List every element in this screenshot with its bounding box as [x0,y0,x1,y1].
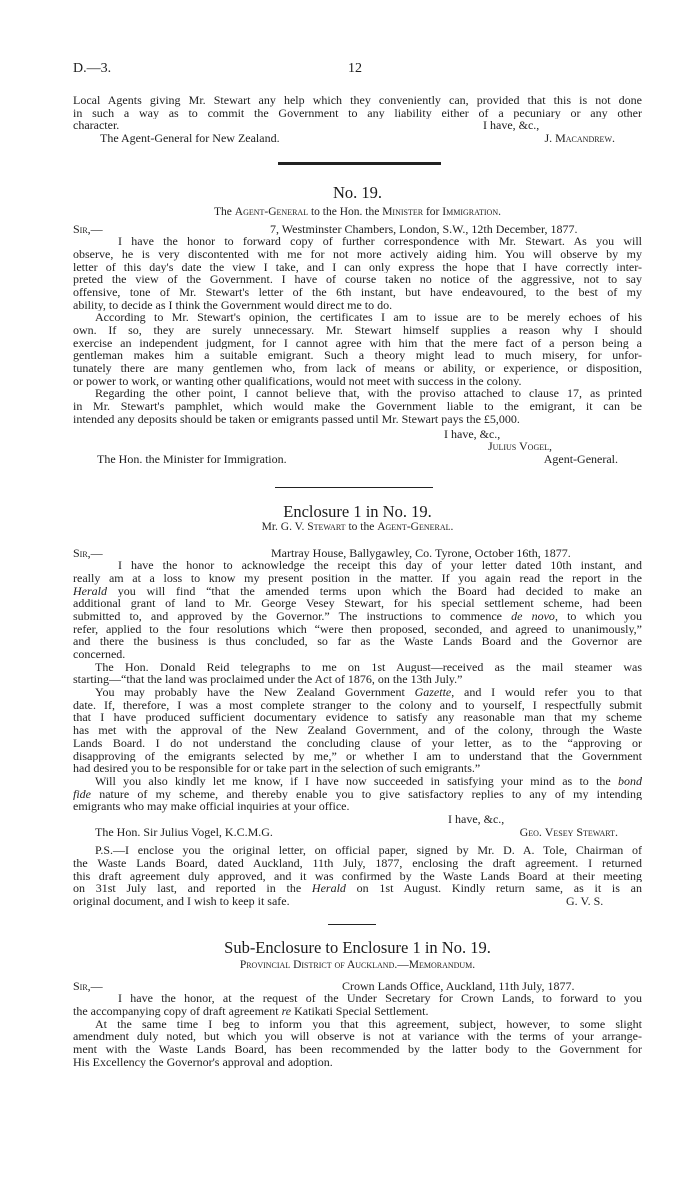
text-line: refer, applied to the four resolutions which “were then proposed, seconded, and agreed to unanimously,” [73,622,642,636]
text-line: I have the honor to forward copy of further correspondence with Mr. Stewart. As you will [118,235,642,248]
salutation-row [73,980,642,993]
addressee-row [73,453,642,466]
text-segment: you will find “that the amended terms upon which the Board had decided to make an [107,584,642,598]
text-segment: nature of my scheme, and thereby enable you to give satisfactory replies to any of my intending [91,787,642,801]
enclosure-body [73,547,642,908]
text-line: preted the view of the Government. I have of course taken no notice of the aggressive, not to say [73,273,642,286]
addressee: The Hon. Sir Julius Vogel, K.C.M.G. [95,824,273,839]
signature: Geo. Vesey Stewart. [519,824,618,839]
italic-text: Herald [311,882,346,896]
signature: Julius Vogel, [488,439,553,454]
closing-row [73,813,642,826]
text-line: Lands Board. I do not understand the concluding clause of your letter, as to the “approving or [73,736,642,750]
salutation: Sir,— [73,221,103,236]
text-line: I have the honor to acknowledge the receipt this day of your letter dated 10th instant, and [118,559,642,572]
signature-title: Agent-General. [543,451,618,466]
letter-heading: No. 19. [332,183,383,202]
text-segment: on 1st August. Kindly return same, as it is an [345,882,642,896]
text-line: in such a way as to commit the Government to any liability either of a pecuniary or any other [73,106,642,120]
address-date: Martray House, Ballygawley, Co. Tyrone, October 16th, 1877. [271,545,571,560]
letter-subtitle [73,206,642,219]
address-date: Crown Lands Office, Auckland, 11th July, 1877. [342,978,575,993]
enclosure-subtitle [73,521,642,534]
addressee: The Agent-General for New Zealand. [100,131,280,146]
postscript-last-row [73,895,642,908]
text-line: intended any deposits should be taken or emigrants passed until Mr. Stewart pays the £5,000. [73,412,520,426]
italic-text: Herald [73,584,107,598]
text-line [73,585,642,598]
sub-enclosure-body [73,980,642,1069]
text-line: or power to work, or wanting other qualifications, would not meet with success in the colony. [73,374,522,388]
subtitle-part: Mr. G. V. [261,520,308,533]
text-line: According to Mr. Stewart's opinion, the certificates I am to issue are to be merely echoes of his [95,311,642,324]
section-divider [275,487,433,488]
text-line [73,775,642,788]
text-segment: Katikati Special Settlement. [291,1004,429,1018]
text-line: date. If, therefore, I was a most complete stranger to the colony and to yourself, I respectfully submit [73,698,642,712]
postscript-line: the Waste Lands Board, dated Auckland, 11th July, 1877, enclosing the draft agreement. I returned [73,857,642,870]
text-line: character. [73,118,120,133]
italic-text: fide [73,787,91,801]
section-divider [278,162,441,165]
text-line: offensive, tone of Mr. Stewart's letter of the 6th instant, but have endeavoured, to the best of my [73,285,642,299]
text-line: emigrants who may make official inquiries at your office. [73,800,350,813]
text-segment: submitted to, and approved by the Governor.” The instructions to commence [73,609,512,623]
text-line: Regarding the other point, I cannot believe that, with the proviso attached to clause 17, as printed [95,387,642,401]
text-line [73,788,642,801]
signature: J. Macandrew. [544,131,615,146]
subtitle-part: Stewart [307,520,346,533]
text-line [73,686,642,699]
italic-text: re [281,1004,292,1018]
subtitle-part: The [214,205,235,218]
subtitle-part: Minister [382,205,424,218]
text-line: letter of this day's date the view I take, and I can only express the hope that I have correctly inter- [73,260,642,274]
text-line: has met with the approval of the New Zealand Government, and of the colony, through the Waste [73,724,642,737]
postscript-line: this draft agreement duly approved, and it was confirmed by the Waste Lands Board at their meeting [73,869,642,883]
text-line: The Hon. Donald Reid telegraphs to me on 1st August—received as the mail steamer was [95,660,642,674]
postscript-line: P.S.—I enclose you the original letter, on official paper, signed by Mr. D. A. Tole, Chairman of [95,844,642,857]
text-line: concerned. [73,648,126,661]
text-segment: the accompanying copy of draft agreement [73,1004,282,1018]
section-divider [328,924,376,926]
text-line: starting—“that the land was proclaimed under the Act of 1876, on the 13th July.” [73,673,463,687]
text-line: ment with the Waste Lands Board, has been recommended by the latter body to the Government for [73,1042,642,1056]
text-line: At the same time I beg to inform you that this agreement, subject, however, to some slight [95,1017,642,1031]
signature-row [73,826,642,839]
text-line [73,1005,642,1018]
text-segment: on 31st July last, and reported in the [73,882,312,896]
text-line: His Excellency the Governor's approval and adoption. [73,1055,333,1069]
text-line: amendment duly noted, but which you will observe is not at variance with the terms of your arrange- [73,1030,642,1043]
closing: I have, &c., [448,811,505,826]
subtitle-part: to the [345,520,378,533]
text-line: exercise an independent judgment, for I cannot agree with him that the mere fact of a person being a [73,336,642,350]
page-number: 12 [348,61,362,76]
salutation: Sir,— [73,545,103,560]
text-line: observe, he is very discontented with me for not more actively aiding him. You will observe by my [73,247,642,261]
document-code: D.—3. [73,61,112,76]
text-line: really am at a loss to know my present position in the matter. If you again read the report in the [73,571,642,585]
italic-text: bond [618,774,642,788]
salutation-row [73,547,642,560]
closing-row [73,428,642,441]
closing: I have, &c., [444,426,501,441]
closing: I have, &c., [483,118,540,133]
text-line: own. If so, they are surely unnecessary. Mr. Stewart himself supplies a reason why I should [73,324,642,337]
text-line: ability, to decide as I think the Government would direct me to do. [73,298,393,312]
text-segment: , and I would refer you to that [451,686,642,699]
subtitle-part: . [498,205,501,218]
text-line: tunately there are many gentlemen who, from lack of means or ability, or experience, or disposition, [73,362,642,375]
text-segment: , to which you [554,609,642,623]
text-line: and there the business is thus concluded, so far as the Waste Lands Board and the Governor are [73,635,642,648]
text-line: disapproving of the emigrants selected by me,” or whether I am to understand that the Government [73,749,642,763]
sub-enclosure-heading: Sub-Enclosure to Enclosure 1 in No. 19. [224,938,491,957]
salutation: Sir,— [73,978,103,993]
text-line [73,610,642,623]
previous-letter-ending [73,94,642,145]
text-line: in Mr. Stewart's pamphlet, which would make the Government liable to the emigrant, it can be [73,400,642,413]
text-segment: You may probably have the New Zealand Government [95,686,415,699]
salutation-row [73,223,642,236]
italic-text: Gazette [414,686,452,699]
enclosure-heading: Enclosure 1 in No. 19. [283,502,432,521]
text-segment: Will you also kindly let me know, if I have now succeeded in satisfying your mind as to the [95,774,618,788]
italic-text: de novo [511,609,555,623]
sub-enclosure-subtitle: Provincial District of Auckland.—Memorandum. [239,958,476,971]
initials: G. V. S. [566,894,604,909]
text-line: I have the honor, at the request of the Under Secretary for Crown Lands, to forward to you [118,992,642,1005]
text-line: had desired you to be responsible for or take part in the selection of such emigrants.” [73,762,481,775]
signature-row [73,132,642,145]
letter-body [73,223,642,466]
text-line: additional grant of land to Mr. George Vesey Stewart, for his special settlement scheme, had been [73,597,642,610]
subtitle-part: to the Hon. the [308,205,383,218]
subtitle-part: . [450,520,454,533]
subtitle-part: for [423,205,443,218]
postscript-line: original document, and I wish to keep it safe. [73,894,290,909]
subtitle-part: Agent-General [377,520,451,533]
addressee: The Hon. the Minister for Immigration. [97,451,287,466]
text-line: gentleman makes him a suitable emigrant. Such a theory might lead to much misery, for unfor- [73,349,642,363]
address-date: 7, Westminster Chambers, London, S.W., 12th December, 1877. [270,221,578,236]
subtitle-part: Immigration [442,205,499,218]
subtitle-part: Agent-General [234,205,309,218]
text-line: Local Agents giving Mr. Stewart any help which they conveniently can, provided that this is not done [73,94,642,107]
signature-row [73,440,642,453]
text-line: that I have produced sufficient documentary evidence to satisfy any reasonable man that my scheme [73,711,642,725]
